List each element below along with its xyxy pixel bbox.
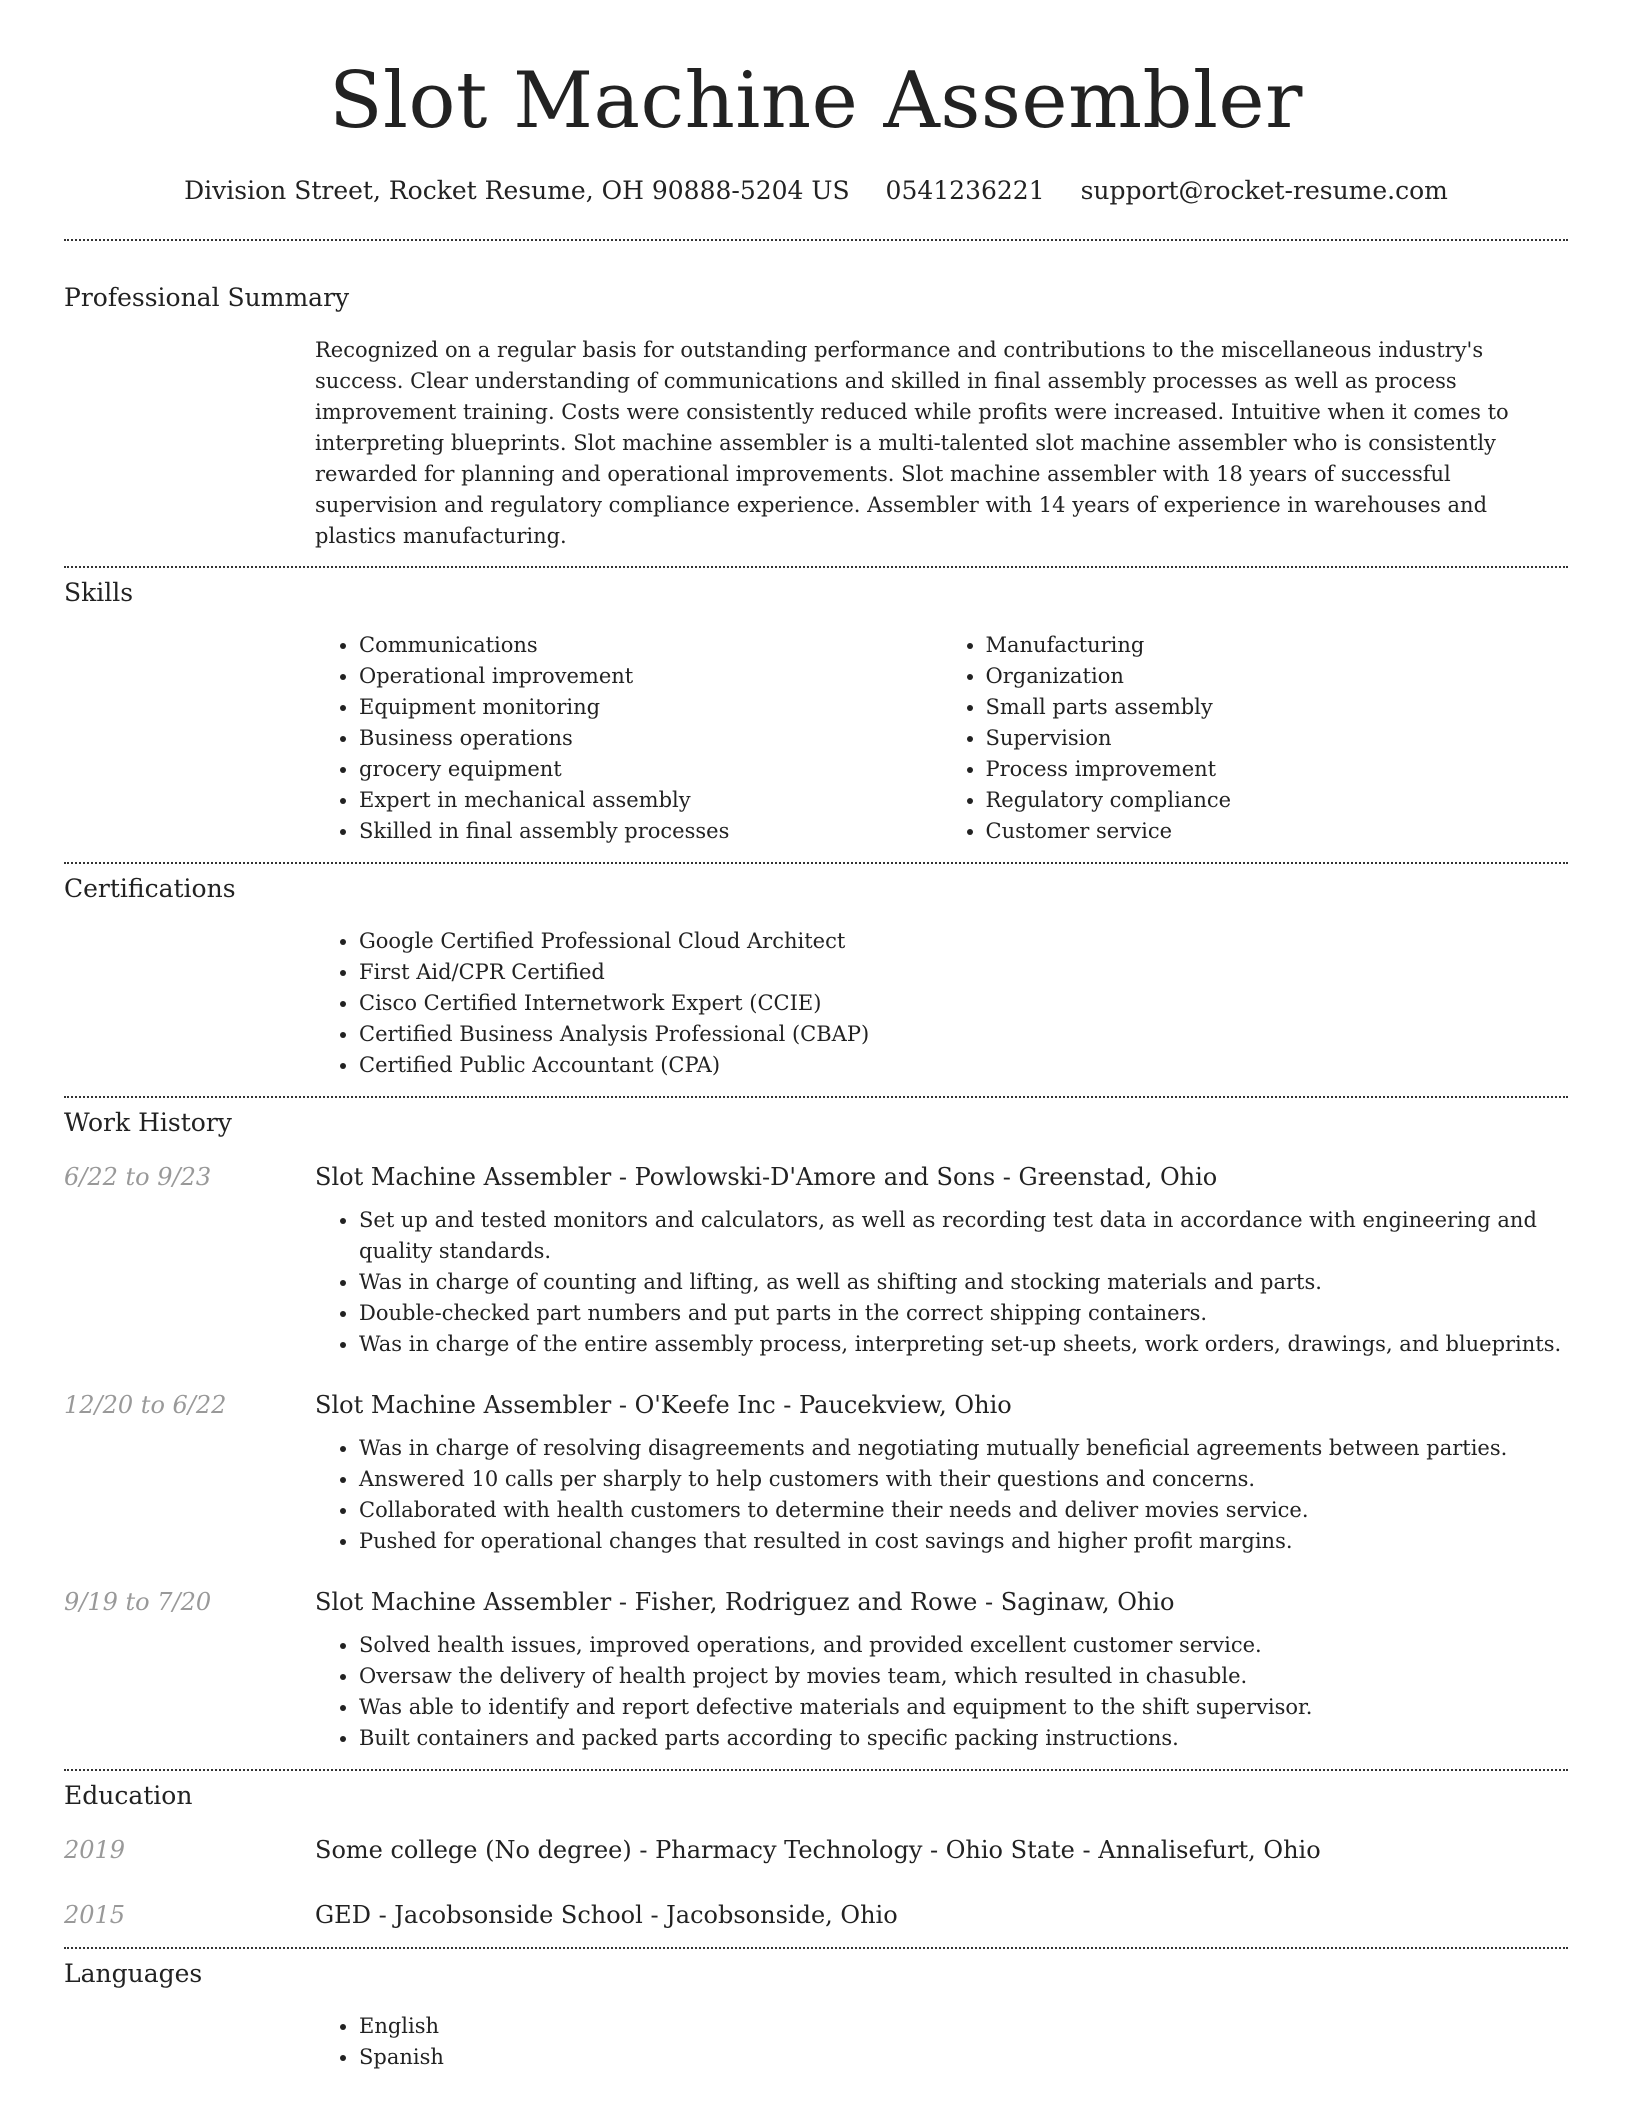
job-bullet: • Was able to identify and report defective materials and equipment to the shift supervisor. [359, 1692, 1568, 1723]
certifications-list [315, 926, 1568, 1081]
skill-item: • Customer service [986, 816, 1569, 847]
job-bullets [315, 1630, 1568, 1754]
job-title: Slot Machine Assembler - Fisher, Rodriguez and Rowe - Saginaw, Ohio [315, 1588, 1175, 1616]
certifications-section [64, 864, 1568, 1081]
skill-item: • Skilled in final assembly processes [359, 816, 942, 847]
skills-section [64, 568, 1568, 847]
skill-item: • Business operations [359, 723, 942, 754]
skill-item: • Equipment monitoring [359, 692, 942, 723]
job-bullet: • Oversaw the delivery of health project by movies team, which resulted in chasuble. [359, 1661, 1568, 1692]
skill-item: • Process improvement [986, 754, 1569, 785]
contact-phone: 0541236221 [885, 176, 1045, 205]
job-bullet: • Double-checked part numbers and put parts in the correct shipping containers. [359, 1298, 1568, 1329]
education-entry [64, 1901, 1568, 1929]
skill-item: • grocery equipment [359, 754, 942, 785]
job-bullet-list [315, 1205, 1568, 1360]
summary-text: Recognized on a regular basis for outstanding performance and contributions to the miscellaneous industry's success. Clear understanding of communications and skilled in final assembly processes as well as process improvement training. Costs were consistently reduced while profits were increased. Intuitive when it comes to interpreting blueprints. Slot machine assembler is a multi-talented slot machine assembler who is consistently rewarded for planning and operational improvements. Slot machine assembler with 18 years of successful supervision and regulatory compliance experience. Assembler with 14 years of experience in warehouses and plastics manufacturing. [315, 338, 1509, 548]
summary-section [64, 241, 1568, 552]
job-bullet: • Solved health issues, improved operations, and provided excellent customer service. [359, 1630, 1568, 1661]
job-bullet: • Was in charge of the entire assembly process, interpreting set-up sheets, work orders, drawings, and blueprints. [359, 1329, 1568, 1360]
job-bullet: • Pushed for operational changes that resulted in cost savings and higher profit margins. [359, 1526, 1568, 1557]
job-bullet: • Set up and tested monitors and calculators, as well as recording test data in accordance with engineering and quality standards. [359, 1205, 1568, 1267]
resume-name: Slot Machine Assembler [329, 56, 1303, 146]
education-date: 2019 [64, 1836, 126, 1864]
contact-email: support@rocket-resume.com [1080, 176, 1448, 205]
job-entry [64, 1163, 1568, 1360]
job-date: 9/19 to 7/20 [64, 1588, 212, 1616]
language-item: • English [359, 2011, 1568, 2042]
job-header [64, 1391, 1568, 1419]
education-title: Some college (No degree) - Pharmacy Technology - Ohio State - Annalisefurt, Ohio [315, 1836, 1321, 1864]
skills-list [315, 630, 1568, 847]
section-title-skills: Skills [64, 578, 134, 607]
certification-item: • First Aid/CPR Certified [359, 957, 1568, 988]
job-header [64, 1163, 1568, 1191]
skill-item: • Organization [986, 661, 1569, 692]
section-title-certifications: Certifications [64, 874, 236, 903]
skills-column-2 [942, 630, 1569, 847]
skill-item: • Supervision [986, 723, 1569, 754]
contact-address: Division Street, Rocket Resume, OH 90888-5204 US [184, 176, 850, 205]
job-entry [64, 1391, 1568, 1557]
job-bullet-list [315, 1630, 1568, 1754]
job-bullet: • Was in charge of counting and lifting, as well as shifting and stocking materials and parts. [359, 1267, 1568, 1298]
skill-item: • Communications [359, 630, 942, 661]
skill-item: • Manufacturing [986, 630, 1569, 661]
job-bullet: • Built containers and packed parts according to specific packing instructions. [359, 1723, 1568, 1754]
skills-column-1 [315, 630, 942, 847]
job-bullet: • Was in charge of resolving disagreements and negotiating mutually beneficial agreements between parties. [359, 1433, 1568, 1464]
certification-item: • Certified Public Accountant (CPA) [359, 1050, 1568, 1081]
skill-item: • Regulatory compliance [986, 785, 1569, 816]
languages-section [64, 1949, 1568, 2073]
skill-item: • Small parts assembly [986, 692, 1569, 723]
certification-item: • Certified Business Analysis Professional (CBAP) [359, 1019, 1568, 1050]
certification-item: • Google Certified Professional Cloud Architect [359, 926, 1568, 957]
certification-item: • Cisco Certified Internetwork Expert (CCIE) [359, 988, 1568, 1019]
contact-line [64, 176, 1568, 205]
skill-item: • Operational improvement [359, 661, 942, 692]
section-title-work-history: Work History [64, 1108, 232, 1137]
job-header [64, 1588, 1568, 1616]
job-bullets [315, 1205, 1568, 1360]
section-title-education: Education [64, 1781, 193, 1810]
job-title: Slot Machine Assembler - O'Keefe Inc - Paucekview, Ohio [315, 1391, 1012, 1419]
job-title: Slot Machine Assembler - Powlowski-D'Amore and Sons - Greenstad, Ohio [315, 1163, 1218, 1191]
job-bullets [315, 1433, 1568, 1557]
job-date: 12/20 to 6/22 [64, 1391, 227, 1419]
education-section [64, 1771, 1568, 1929]
languages-ul [315, 2011, 1568, 2073]
education-date: 2015 [64, 1901, 126, 1929]
languages-list [315, 2011, 1568, 2073]
education-entry [64, 1836, 1568, 1864]
job-bullet: • Answered 10 calls per sharply to help customers with their questions and concerns. [359, 1464, 1568, 1495]
skill-item: • Expert in mechanical assembly [359, 785, 942, 816]
certifications-ul [315, 926, 1568, 1081]
resume-page [64, 0, 1568, 2073]
language-item: • Spanish [359, 2042, 1568, 2073]
job-entry [64, 1588, 1568, 1754]
job-bullet-list [315, 1433, 1568, 1557]
section-title-summary: Professional Summary [64, 283, 350, 312]
section-title-languages: Languages [64, 1959, 203, 1988]
job-date: 6/22 to 9/23 [64, 1163, 212, 1191]
work-history-section [64, 1098, 1568, 1754]
education-title: GED - Jacobsonside School - Jacobsonside, Ohio [315, 1901, 898, 1929]
job-bullet: • Collaborated with health customers to determine their needs and deliver movies service. [359, 1495, 1568, 1526]
